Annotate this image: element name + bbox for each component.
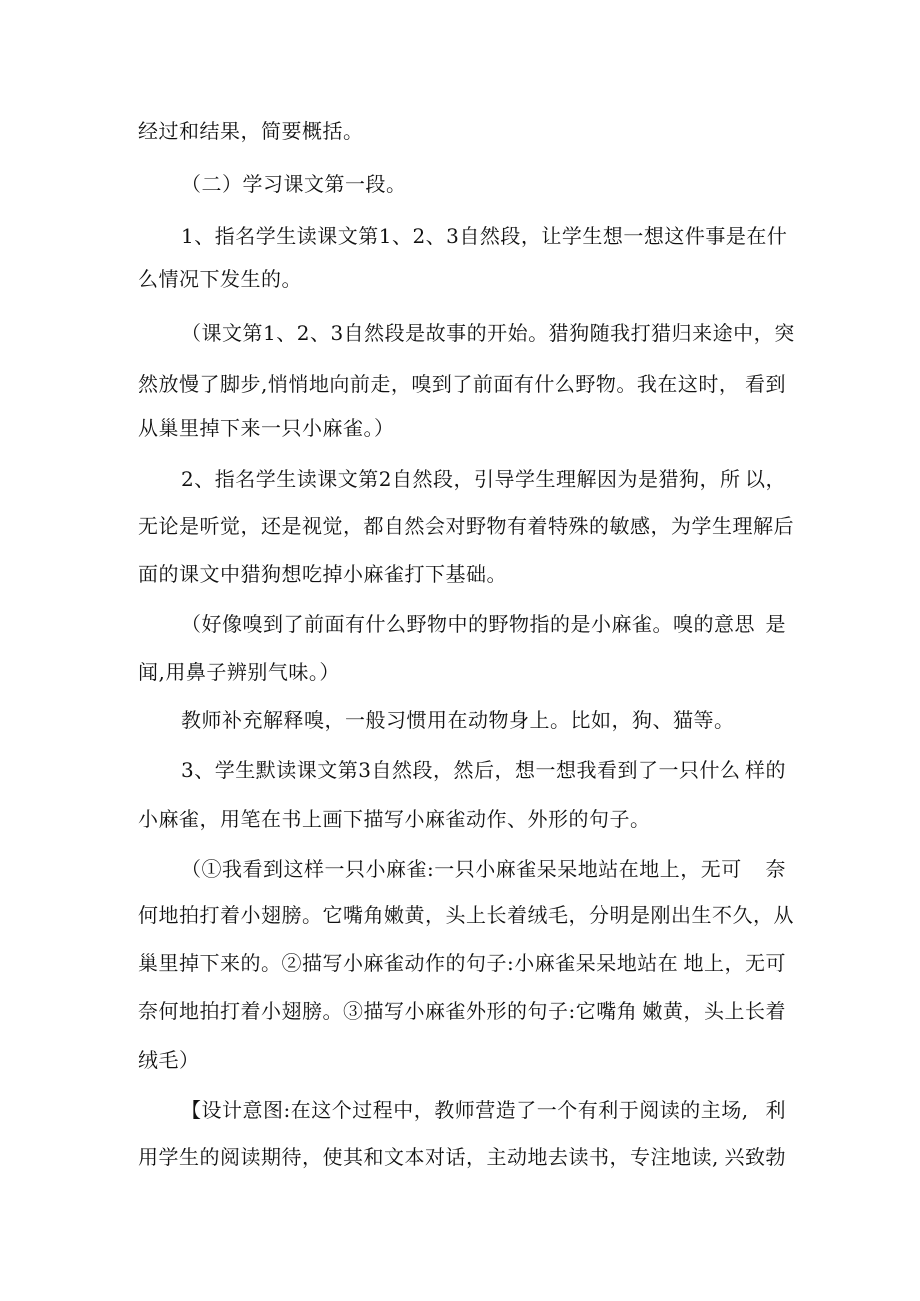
text-line-3: 1、指名学生读课文第1、2、3自然段，让学生想一想这件事是 在什 [181, 224, 788, 248]
text-line-16: （①我看到这样一只小麻雀:一只小麻雀呆呆地站在地上，无可 奈 [181, 857, 786, 881]
text-line-9: 无论是听觉，还是视觉，都自然会对野物有着特殊的敏感，为学 生理解后 [138, 514, 794, 538]
text-line-10: 面的课文中猎狗想吃掉小麻雀打下基础。 [138, 562, 507, 586]
text-line-17: 何地拍打着小翅膀。它嘴角嫩黄，头上长着绒毛，分明是刚出生不 久，从 [138, 903, 794, 927]
text-line-12: 闻,用鼻子辨别气味。） [138, 660, 340, 684]
text-line-7: 从巢里掉下来一只小麻雀。） [138, 416, 395, 440]
text-line-6: 然放慢了脚步,悄悄地向前走，嗅到了前面有什么野物。我在这时， 看到 [138, 372, 786, 396]
section-heading: （二）学习课文第一段。 [181, 172, 407, 196]
text-line-5: （课文第1、2、3自然段是故事的开始。猎狗随我打猎归来途中， 突 [181, 321, 795, 345]
design-intent-line-1: 【设计意图:在这个过程中，教师营造了一个有利于阅读的主场, 利 [181, 1098, 786, 1122]
text-line-1: 经过和结果，简要概括。 [138, 119, 364, 143]
text-line-13: 教师补充解释嗅，一般习惯用在动物身上。比如，狗、猫等。 [181, 708, 735, 732]
text-line-19: 奈何地拍打着小翅膀。③描写小麻雀外形的句子:它嘴角 嫩黄，头上长着 [138, 999, 786, 1023]
text-line-8: 2、指名学生读课文第2自然段，引导学生理解因为是猎狗，所 以， [181, 467, 786, 491]
text-line-18: 巢里掉下来的。②描写小麻雀动作的句子:小麻雀呆呆地站在 地上，无可 [138, 951, 786, 975]
text-line-20: 绒毛） [138, 1048, 200, 1072]
text-line-11: （好像嗅到了前面有什么野物中的野物指的是小麻雀。嗅的意思 是 [181, 612, 786, 636]
design-intent-line-2: 用学生的阅读期待，使其和文本对话，主动地去读书，专注地读, 兴致勃 [138, 1145, 786, 1169]
text-line-14: 3、学生默读课文第3自然段，然后，想一想我看到了一只什么 样的 [181, 758, 786, 782]
text-line-15: 小麻雀，用笔在书上画下描写小麻雀动作、外形的句子。 [138, 807, 651, 831]
text-line-4: 么情况下发生的。 [138, 267, 302, 291]
